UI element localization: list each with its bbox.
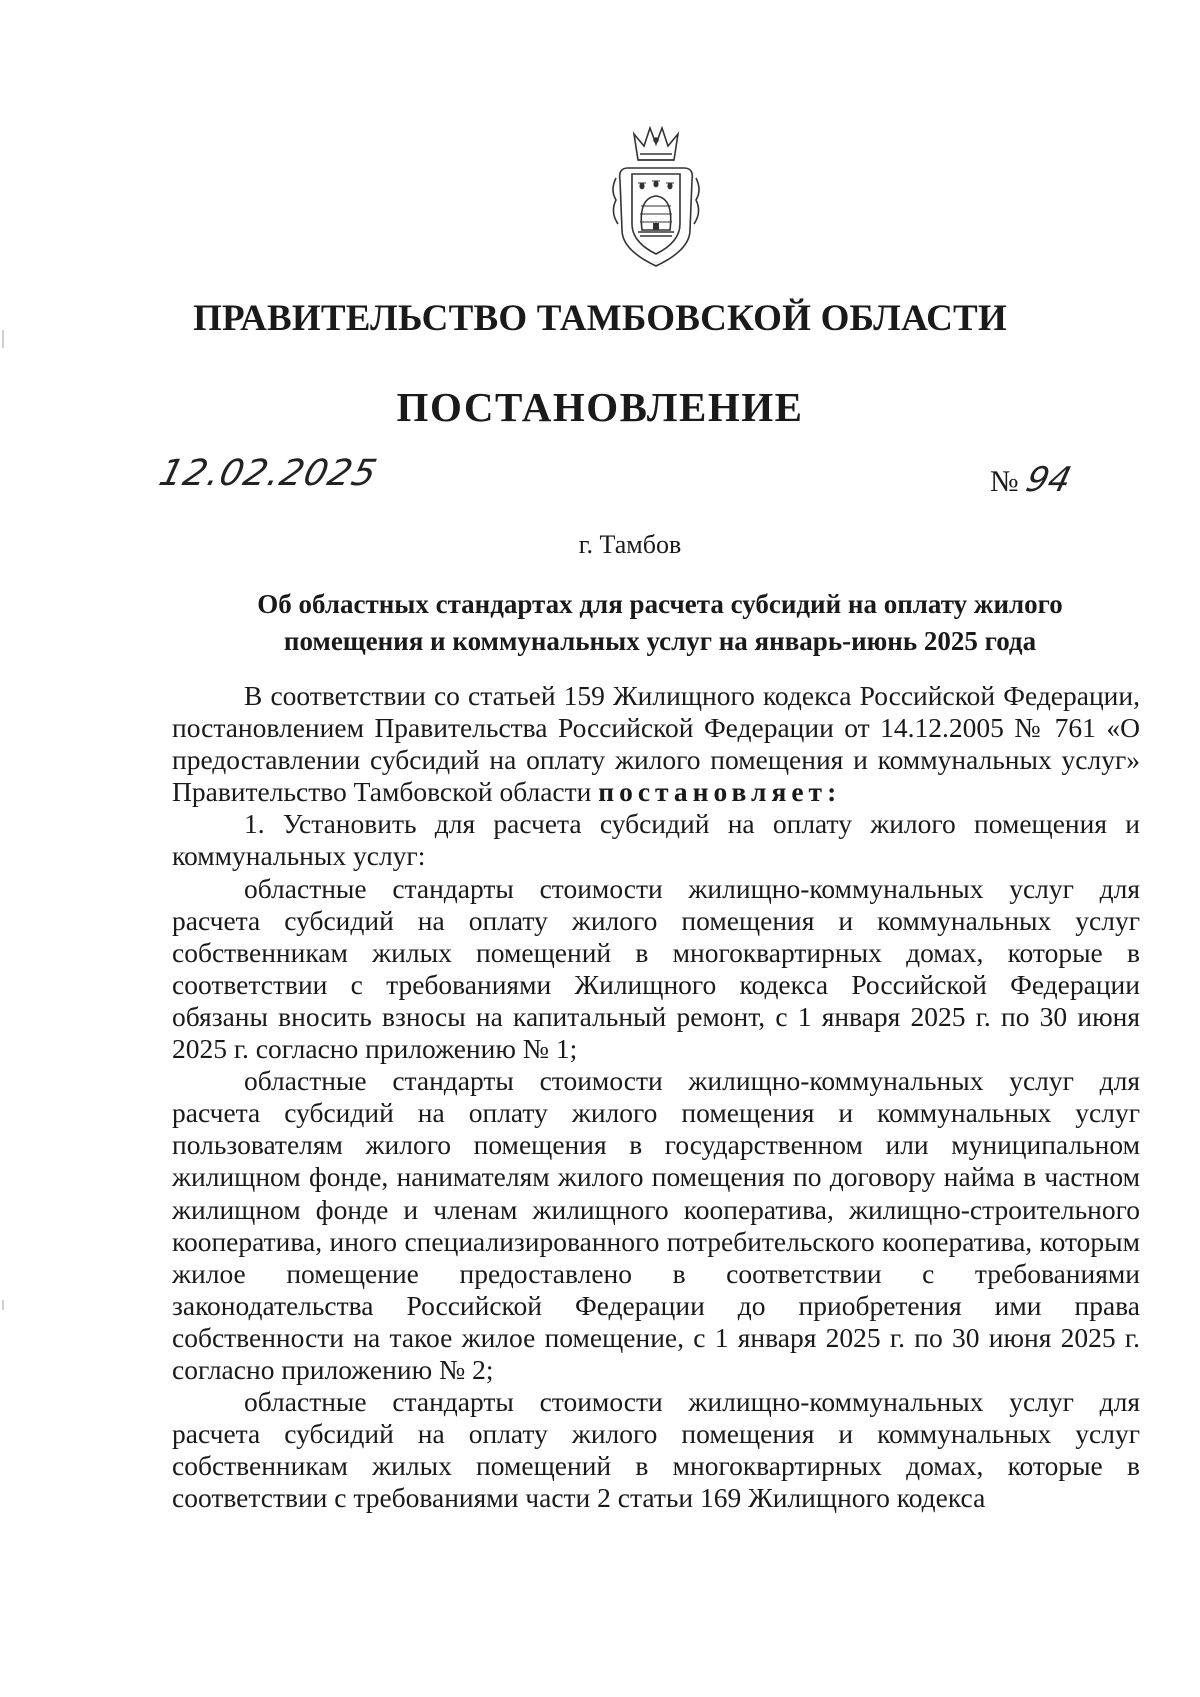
city-line: г. Тамбов [578,530,682,559]
document-subject [200,586,1120,660]
standards-paragraph-3: областные стандарты стоимости жилищно-коммунальных услуг для расчета субсидий на оплату жилого помещения и коммунальных услуг собственникам жилых помещений в многоквартирных домах, которые в соответствии с требованиями части 2 статьи 169 Жилищного кодекса [172,1386,1140,1514]
number-value: 94 [1021,460,1075,500]
document-number [990,460,1075,502]
document-body [172,680,1140,1514]
subject-line-2: помещения и коммунальных услуг на январь-июнь 2025 года [283,626,1037,656]
scan-margin-mark [2,1300,4,1310]
organization-title: ПРАВИТЕЛЬСТВО ТАМБОВСКОЙ ОБЛАСТИ [193,298,1007,339]
decree-colon: : [827,776,837,808]
standards-paragraph-2: областные стандарты стоимости жилищно-коммунальных услуг для расчета субсидий на оплату жилого помещения и коммунальных услуг пользователям жилого помещения в государственном или муниципальном жилищном фонде, нанимателям жилого помещения по договору найма в частном жилищном фонде и членам жилищного кооператива, жилищно-строительного кооператива, иного специализированного потребительского кооператива, которым жилое помещение предоставлено в соответствии с требованиями законодательства Российской Федерации до приобретения ими права собственности на такое жилое помещение, с 1 января 2025 г. по 30 июня 2025 г. согласно приложению № 2; [172,1065,1140,1385]
intro-paragraph [172,680,1140,808]
item-1-paragraph: 1. Установить для расчета субсидий на оплату жилого помещения и коммунальных услуг: [172,808,1140,872]
decree-word: постановляет [598,776,828,808]
document-date: 12.02.2025 [155,453,382,494]
subject-line-1: Об областных стандартах для расчета субсидий на оплату жилого [257,589,1063,619]
tambov-coat-of-arms-icon [608,120,704,270]
scan-margin-mark [2,330,4,348]
intro-text: В соответствии со статьей 159 Жилищного кодекса Российской Федерации, постановлением Правительства Российской Федерации от 14.12.2005 № 761 «О предоставлении субсидий на оплату жилого помещения и коммунальных услуг» Правительство Тамбовской области [172,680,1140,808]
standards-paragraph-1: областные стандарты стоимости жилищно-коммунальных услуг для расчета субсидий на оплату жилого помещения и коммунальных услуг собственникам жилых помещений в многоквартирных домах, которые в соответствии с требованиями Жилищного кодекса Российской Федерации обязаны вносить взносы на капитальный ремонт, с 1 января 2025 г. по 30 июня 2025 г. согласно приложению № 1; [172,872,1140,1065]
number-sign: № [990,465,1019,498]
document-type-heading: ПОСТАНОВЛЕНИЕ [396,384,804,430]
